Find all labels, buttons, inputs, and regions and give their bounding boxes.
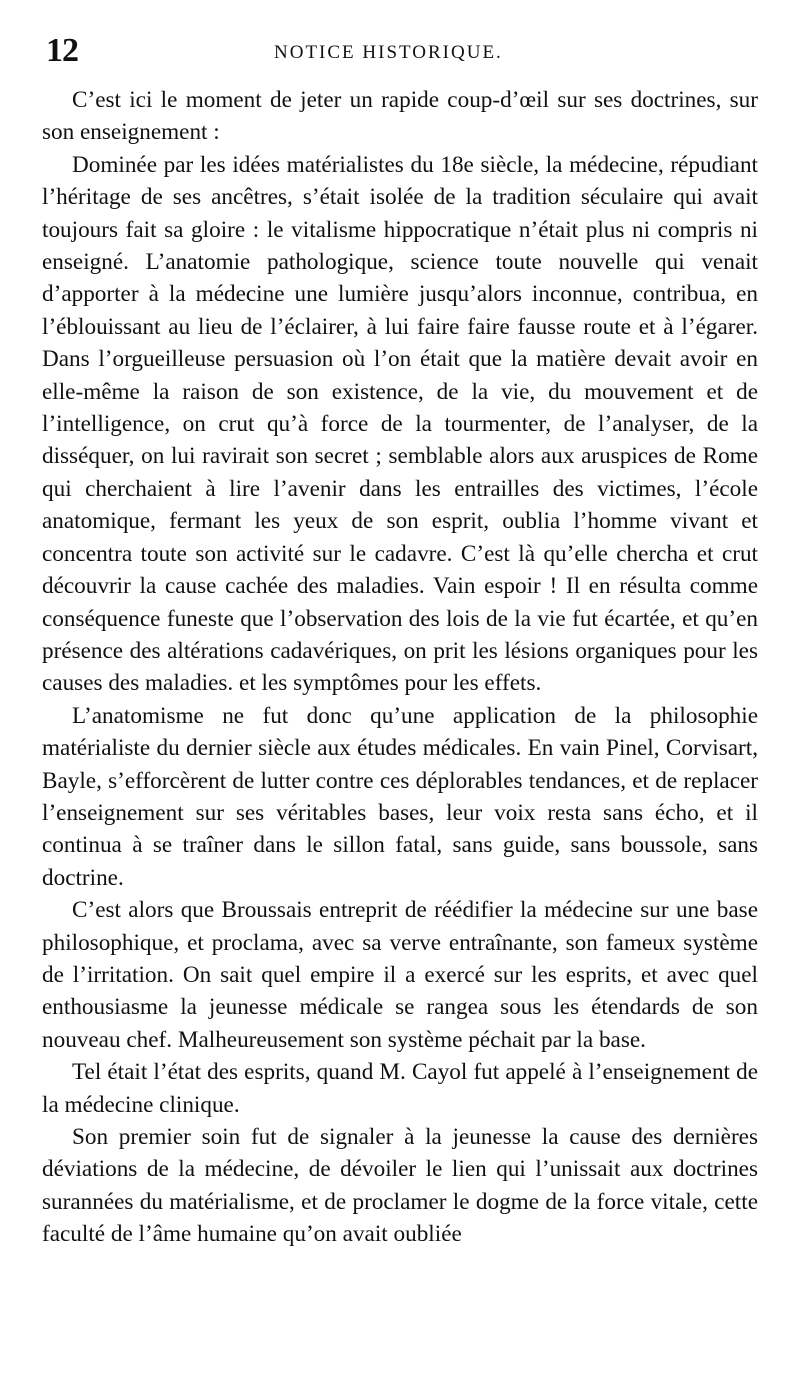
page-header [42, 34, 758, 78]
paragraph: Tel était l’état des esprits, quand M. Cayol fut appelé à l’enseignement de la médecine clinique. [42, 1059, 758, 1118]
page-number: 12 [46, 32, 78, 69]
body-text [42, 84, 758, 1251]
paragraph: Son premier soin fut de signaler à la jeunesse la cause des dernières déviations de la médecine, de dévoiler le lien qui l’unissait aux doctrines surannées du matérialisme, et de proclamer le dogme de la force vitale, cette faculté de l’âme humaine qu’on avait oubliée [42, 1124, 758, 1248]
paragraph: Dominée par les idées matérialistes du 18e siècle, la médecine, répudiant l’héritage de ses ancêtres, s’était isolée de la tradition séculaire qui avait toujours fait sa gloire : le vitalisme hippocratique n’était plus ni compris ni enseigné. L’anatomie pathologique, science toute nouvelle qui venait d’apporter à la médecine une lumière jusqu’alors inconnue, contribua, en l’éblouissant au lieu de l’éclairer, à lui faire faire fausse route et à l’égarer. Dans l’orgueilleuse persuasion où l’on était que la matière devait avoir en elle-même la raison de son existence, de la vie, du mouvement et de l’intelligence, on crut qu’à force de la tourmenter, de l’analyser, de la disséquer, on lui ravirait son secret ; semblable alors aux aruspices de Rome qui cherchaient à lire l’avenir dans les entrailles des victimes, l’école anatomique, fermant les yeux de son esprit, oublia l’homme vivant et concentra toute son activité sur le cadavre. C’est là qu’elle chercha et crut découvrir la cause cachée des maladies. Vain espoir ! Il en résulta comme conséquence funeste que l’observation des lois de la vie fut écartée, et qu’en présence des altérations cadavériques, on prit les lésions organiques pour les causes des maladies. et les symptômes pour les effets. [42, 151, 758, 697]
running-head: NOTICE HISTORIQUE. [274, 42, 503, 63]
paragraph: C’est alors que Broussais entreprit de réédifier la médecine sur une base philosophique, et proclama, avec sa verve entraînante, son fameux système de l’irritation. On sait quel empire il a exercé sur les esprits, et avec quel enthousiasme la jeunesse médicale se rangea sous les étendards de son nouveau chef. Malheureusement son système péchait par la base. [42, 897, 758, 1053]
paragraph: L’anatomisme ne fut donc qu’une application de la philosophie matérialiste du dernier siècle aux études médicales. En vain Pinel, Corvisart, Bayle, s’efforcèrent de lutter contre ces déplorables tendances, et de replacer l’enseignement sur ses véritables bases, leur voix resta sans écho, et il continua à se traîner dans le sillon fatal, sans guide, sans boussole, sans doctrine. [42, 702, 758, 891]
paragraph: C’est ici le moment de jeter un rapide coup-d’œil sur ses doctrines, sur son enseignement : [42, 87, 758, 146]
